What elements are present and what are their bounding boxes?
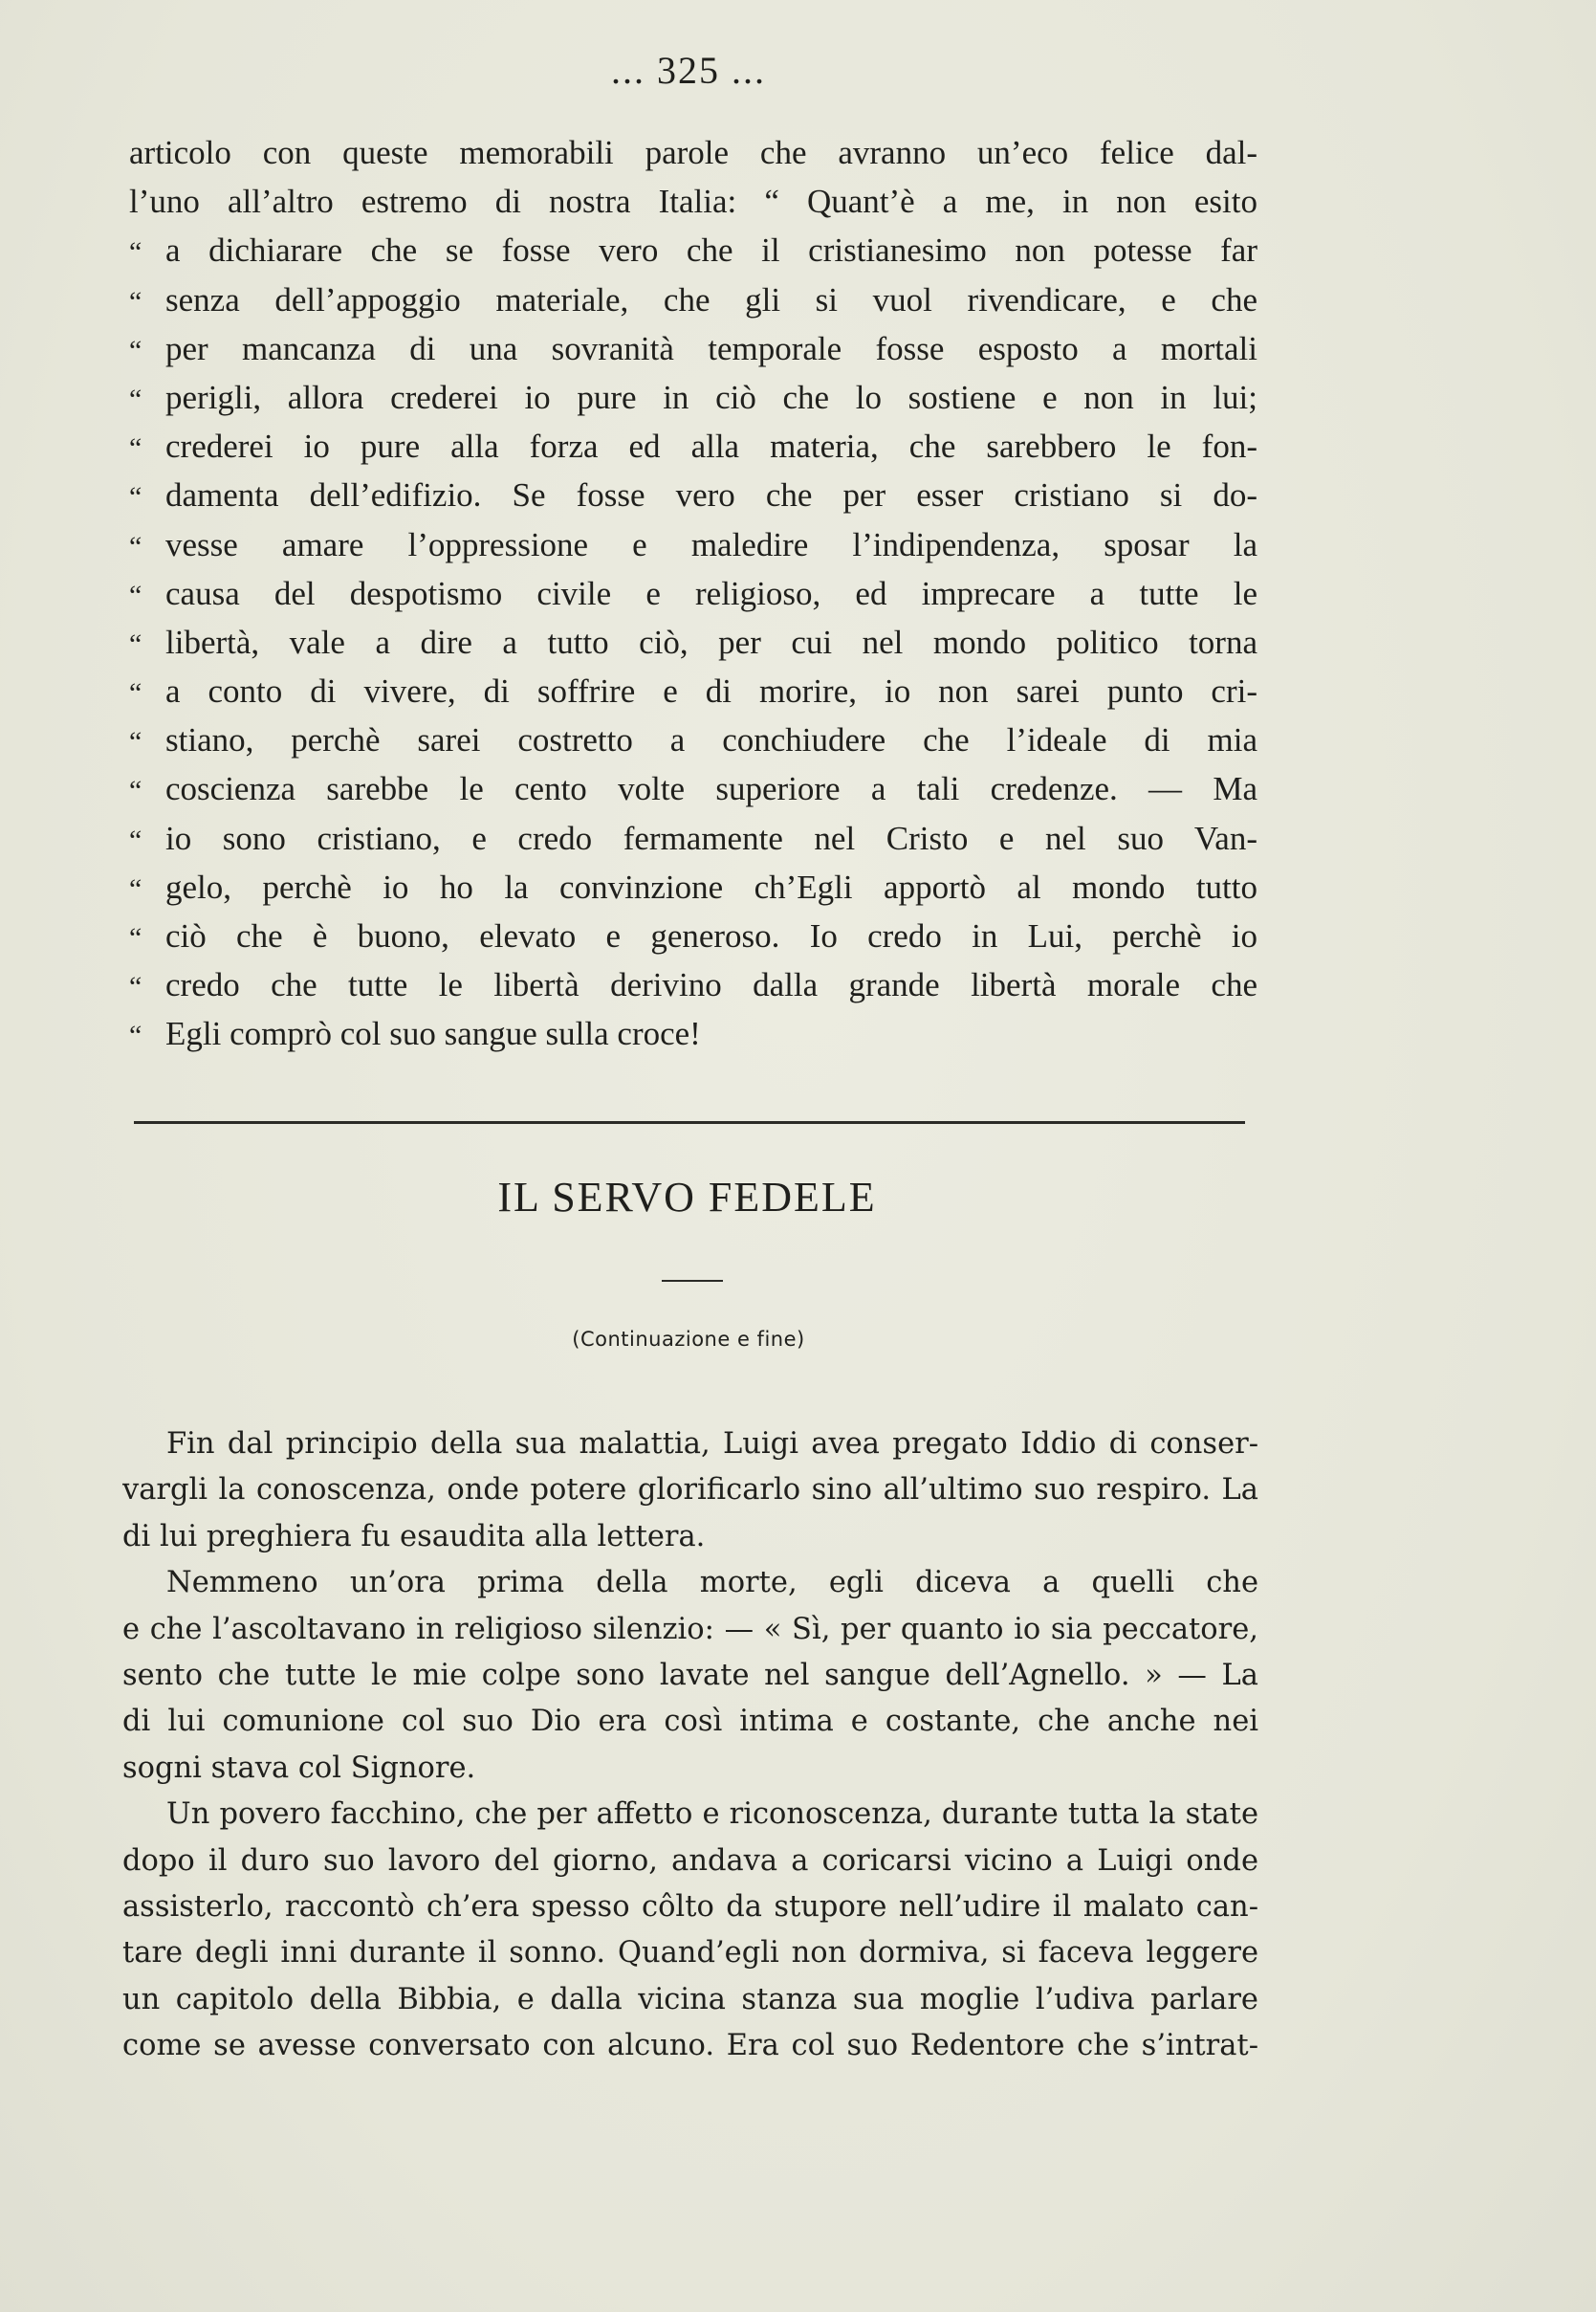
body-line [122, 2023, 1258, 2069]
page-number: ... 325 ... [611, 49, 766, 92]
quote-mark: “ [129, 285, 142, 318]
quote-mark: “ [129, 579, 142, 611]
body-line-text: come se avesse conversato con alcuno. Era col suo Redentore che s’intrat- [122, 2029, 1258, 2063]
body-line-text: un capitolo della Bibbia, e dalla vicina stanza sua moglie l’udiva parlare [122, 1982, 1258, 2016]
body-line-text: e che l’ascoltavano in religioso silenzio: — « Sì, per quanto io sia peccatore, [122, 1612, 1258, 1646]
body-line [122, 1514, 1258, 1560]
quote-line [129, 716, 1257, 764]
quote-line [129, 1009, 1257, 1058]
body-line-text: sogni stava col Signore. [122, 1751, 476, 1785]
body-text [122, 1421, 1258, 2069]
quote-line-text: libertà, vale a dire a tutto ciò, per cui nel mondo politico torna [165, 623, 1257, 661]
quote-line [129, 471, 1257, 519]
quote-line [129, 764, 1257, 813]
quote-mark: “ [129, 677, 142, 710]
quote-line-text: vesse amare l’oppressione e maledire l’indipendenza, sposar la [165, 525, 1257, 563]
quote-mark: “ [129, 775, 142, 807]
body-line [122, 1746, 1258, 1792]
quote-line-text: coscienza sarebbe le cento volte superiore a tali credenze. — Ma [165, 770, 1257, 808]
body-line-text: dopo il duro suo lavoro del giorno, andava a coricarsi vicino a Luigi onde [122, 1843, 1258, 1878]
quote-line-text: stiano, perchè sarei costretto a conchiudere che l’ideale di mia [165, 721, 1257, 760]
body-line-text: sento che tutte le mie colpe sono lavate nel sangue dell’Agnello. » — La [122, 1658, 1258, 1692]
section-title: IL SERVO FEDELE [497, 1174, 877, 1221]
quote-mark: “ [129, 872, 142, 905]
quote-block [129, 128, 1257, 1059]
quote-line [129, 275, 1257, 324]
quote-line-text: perigli, allora crederei io pure in ciò che lo sostiene e non in lui; [165, 378, 1257, 416]
quote-mark: “ [129, 334, 142, 366]
quote-mark: “ [129, 481, 142, 514]
quote-mark: “ [129, 824, 142, 856]
quote-line [129, 569, 1257, 618]
quote-line-text: Egli comprò col suo sangue sulla croce! [165, 1015, 701, 1053]
quote-line-text: articolo con queste memorabili parole che avranno un’eco felice dal- [129, 134, 1257, 171]
section-divider-rule [134, 1121, 1245, 1124]
quote-line-text: per mancanza di una sovranità temporale fosse esposto a mortali [165, 329, 1257, 367]
body-line-text: assisterlo, raccontò ch’era spesso côlto da stupore nell’udire il malato can- [122, 1889, 1258, 1924]
body-line-text: di lui preghiera fu esaudita alla lettera. [122, 1519, 706, 1553]
quote-line [129, 373, 1257, 422]
body-line [122, 1792, 1258, 1838]
quote-line-text: a conto di vivere, di soffrire e di morire, io non sarei punto cri- [165, 672, 1257, 711]
quote-line [129, 324, 1257, 373]
body-line-text: Un povero facchino, che per affetto e riconoscenza, durante tutta la state [166, 1797, 1258, 1832]
quote-line [129, 912, 1257, 960]
body-line-text: tare degli inni durante il sonno. Quand’egli non dormiva, si faceva leggere [122, 1936, 1258, 1971]
body-line [122, 1607, 1258, 1653]
quote-line [129, 863, 1257, 912]
quote-line [129, 128, 1257, 177]
body-line-text: Nemmeno un’ora prima della morte, egli diceva a quelli che [166, 1566, 1258, 1600]
quote-mark: “ [129, 628, 142, 660]
quote-line-text: a dichiarare che se fosse vero che il cristianesimo non potesse far [165, 231, 1257, 270]
title-underline [662, 1280, 723, 1282]
quote-line-text: causa del despotismo civile e religioso, ed imprecare a tutte le [165, 574, 1257, 612]
body-line [122, 1699, 1258, 1745]
quote-line [129, 618, 1257, 667]
quote-line-text: ciò che è buono, elevato e generoso. Io credo in Lui, perchè io [165, 917, 1257, 955]
quote-line [129, 520, 1257, 569]
body-line [122, 1467, 1258, 1513]
quote-mark: “ [129, 530, 142, 562]
quote-line-text: gelo, perchè io ho la convinzione ch’Egli apportò al mondo tutto [165, 868, 1257, 906]
quote-line [129, 226, 1257, 275]
quote-line-text: credo che tutte le libertà derivino dalla grande libertà morale che [165, 966, 1257, 1004]
body-line-text: vargli la conoscenza, onde potere glorificarlo sino all’ultimo suo respiro. La [122, 1473, 1258, 1508]
quote-line-text: damenta dell’edifizio. Se fosse vero che per esser cristiano si do- [165, 476, 1257, 515]
quote-line-text: crederei io pure alla forza ed alla materia, che sarebbero le fon- [165, 428, 1257, 466]
quote-mark: “ [129, 236, 142, 269]
body-line [122, 1930, 1258, 1976]
quote-line-text: l’uno all’altro estremo di nostra Italia: “ Quant’è a me, in non esito [129, 183, 1257, 221]
quote-line [129, 667, 1257, 716]
section-subtitle: (Continuazione e fine) [572, 1328, 805, 1351]
body-line [122, 1977, 1258, 2023]
quote-mark: “ [129, 922, 142, 954]
quote-mark: “ [129, 726, 142, 759]
quote-line [129, 960, 1257, 1009]
quote-line [129, 814, 1257, 863]
body-line [122, 1560, 1258, 1606]
body-line [122, 1884, 1258, 1930]
quote-line [129, 177, 1257, 226]
quote-line-text: io sono cristiano, e credo fermamente nel Cristo e nel suo Van- [165, 819, 1257, 857]
quote-mark: “ [129, 971, 142, 1003]
body-line-text: Fin dal principio della sua malattia, Luigi avea pregato Iddio di conser- [166, 1427, 1258, 1461]
quote-mark: “ [129, 1020, 142, 1052]
quote-line [129, 422, 1257, 471]
quote-mark: “ [129, 383, 142, 415]
body-line-text: di lui comunione col suo Dio era così intima e costante, che anche nei [122, 1705, 1258, 1739]
quote-mark: “ [129, 432, 142, 465]
body-line [122, 1421, 1258, 1467]
body-line [122, 1653, 1258, 1699]
body-line [122, 1839, 1258, 1884]
quote-line-text: senza dell’appoggio materiale, che gli si vuol rivendicare, e che [165, 280, 1257, 319]
